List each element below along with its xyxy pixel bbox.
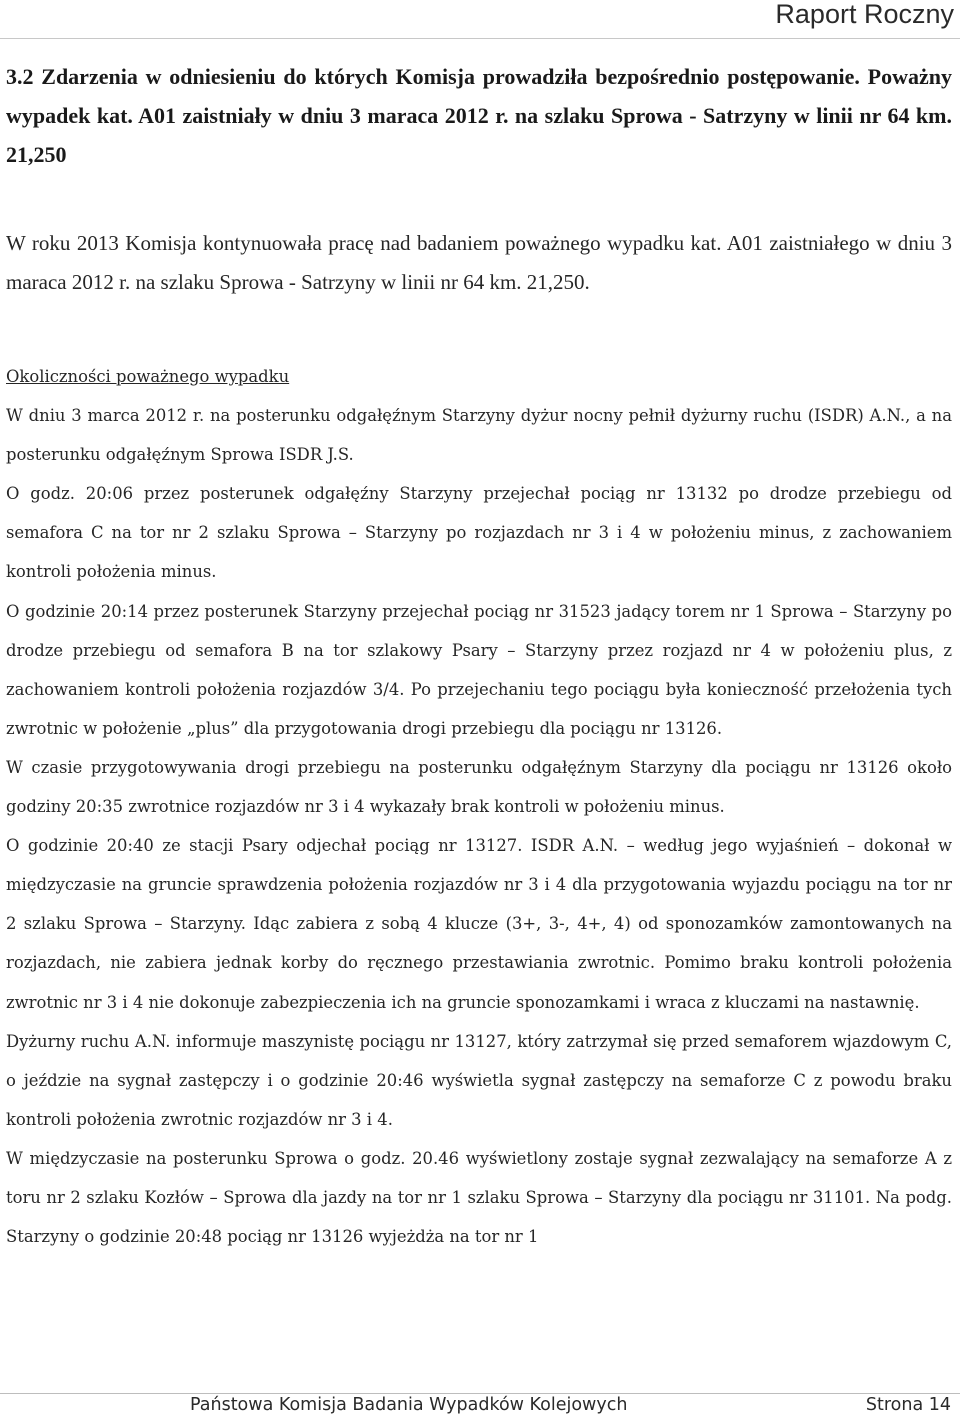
page-footer xyxy=(0,1393,960,1420)
paragraph: Dyżurny ruchu A.N. informuje maszynistę pociągu nr 13127, który zatrzymał się przed semaforem wjazdowym C, o jeździe na sygnał zastępczy i o godzinie 20:46 wyświetla sygnał zastępczy na semaforze C z powodu braku kontroli położenia zwrotnic rozjazdów nr 3 i 4. xyxy=(6,1031,952,1129)
paragraph: W międzyczasie na posterunku Sprowa o godz. 20.46 wyświetlony zostaje sygnał zezwalający na semaforze A z toru nr 2 szlaku Kozłów – Sprowa dla jazdy na tor nr 1 szlaku Sprowa – Starzyny dla pociągu nr 31101. Na podg. Starzyny o godzinie 20:48 pociąg nr 13126 wyjeżdża na tor nr 1 xyxy=(6,1148,952,1247)
paragraph: O godzinie 20:14 przez posterunek Starzyny przejechał pociąg nr 31523 jadący torem nr 1 Sprowa – Starzyny po drodze przebiegu od semafora B na tor szlakowy Psary – Starzyny przez rozjazd nr 4 w położeniu plus, z zachowaniem kontroli położenia rozjazdów 3/4. Po przejechaniu tego pociągu była konieczność przełożenia tych zwrotnic w położenie „plus” dla przygotowania drogi przebiegu dla pociągu nr 13126. xyxy=(6,601,952,738)
paragraph: W czasie przygotowywania drogi przebiegu na posterunku odgałęźnym Starzyny dla pociągu nr 13126 około godziny 20:35 zwrotnice rozjazdów nr 3 i 4 wykazały brak kontroli w położeniu minus. xyxy=(6,757,952,817)
paragraph: O godzinie 20:40 ze stacji Psary odjechał pociąg nr 13127. ISDR A.N. – według jego wyjaśnień – dokonał w międzyczasie na gruncie sprawdzenia położenia rozjazdów nr 3 i 4 dla przygotowania wyjazdu pociągu na tor nr 2 szlaku Sprowa – Starzyny. Idąc zabiera z sobą 4 klucze (3+, 3-, 4+, 4) od sponozamków zamontowanych na rozjazdach, nie zabiera jednak korby do ręcznego przestawiania zwrotnic. Pomimo braku kontroli położenia zwrotnic nr 3 i 4 nie dokonuje zabezpieczenia ich na gruncie sponozamkami i wraca z kluczami na nastawnię. xyxy=(6,836,952,1012)
page-number: Strona 14 xyxy=(865,1395,951,1415)
paragraph: O godz. 20:06 przez posterunek odgałęźny Starzyny przejechał pociąg nr 13132 po drodze przebiegu od semafora C na tor nr 2 szlaku Sprowa – Starzyny po rozjazdach nr 3 i 4 w położeniu minus, z zachowaniem kontroli położenia minus. xyxy=(6,484,952,582)
page-header xyxy=(0,0,960,39)
footer-organization: Państowa Komisja Badania Wypadków Kolejowych xyxy=(190,1395,628,1415)
report-title: Raport Roczny xyxy=(775,0,954,29)
section-heading: 3.2 Zdarzenia w odniesieniu do których Komisja prowadziła bezpośrednio postępowanie. Poważny wypadek kat. A01 zaistniały w dniu 3 maraca 2012 r. na szlaku Sprowa - Satrzyny w linii nr 64 km. 21,250 xyxy=(6,64,952,167)
paragraph: W dniu 3 marca 2012 r. na posterunku odgałęźnym Starzyny dyżur nocny pełnił dyżurny ruchu (ISDR) A.N., a na posterunku odgałęźnym Sprowa ISDR J.S. xyxy=(6,406,952,465)
circumstances-section xyxy=(6,357,952,1256)
circumstances-title: Okoliczności poważnego wypadku xyxy=(6,367,290,386)
intro-paragraph: W roku 2013 Komisja kontynuowała pracę nad badaniem poważnego wypadku kat. A01 zaistniałego w dniu 3 maraca 2012 r. na szlaku Sprowa - Satrzyny w linii nr 64 km. 21,250. xyxy=(6,231,952,294)
